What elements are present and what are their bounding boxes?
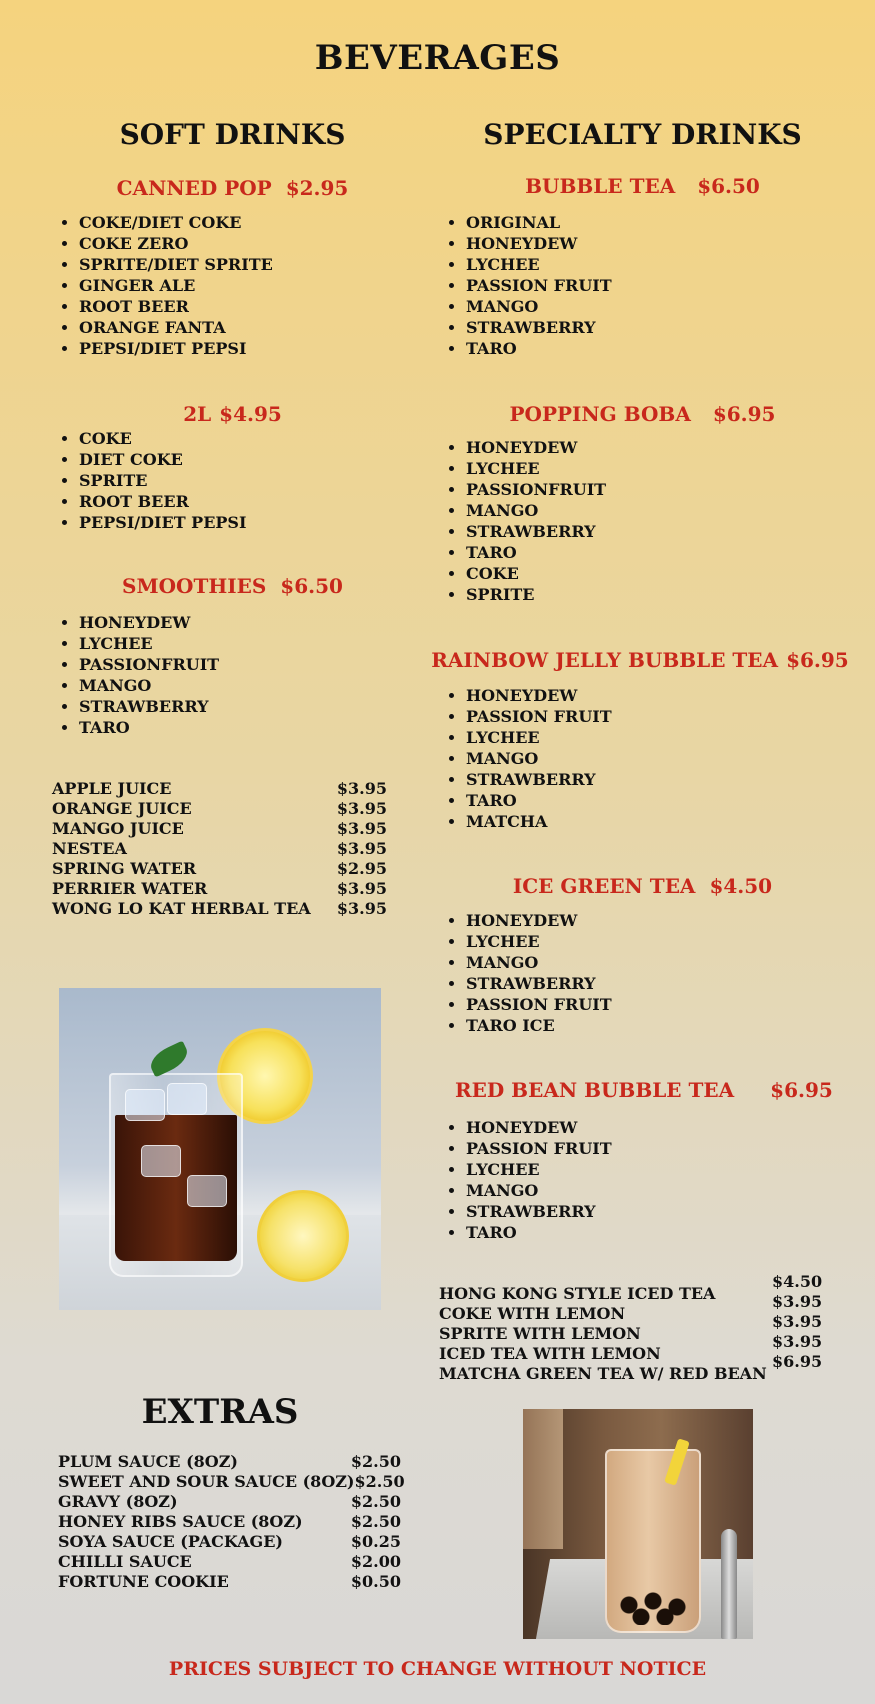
red-bean-name: RED BEAN BUBBLE TEA	[455, 1078, 735, 1102]
canned-pop-name: CANNED POP	[116, 176, 272, 200]
popping-boba-price: $6.95	[712, 402, 776, 426]
list-item	[58, 1472, 405, 1492]
list-item: • LYCHEE	[79, 633, 219, 654]
item-name: NESTEA	[52, 839, 127, 858]
list-item: • SPRITE/DIET SPRITE	[79, 254, 273, 275]
rainbow-jelly-price: $6.95	[786, 648, 849, 672]
list-item: • LYCHEE	[466, 458, 606, 479]
item-name: SOYA SAUCE (PACKAGE)	[58, 1532, 283, 1551]
extras-list	[58, 1452, 405, 1592]
item-name: CHILLI SAUCE	[58, 1552, 192, 1571]
list-item: • HONEYDEW	[79, 612, 219, 633]
mint-leaf	[146, 1041, 192, 1078]
list-item	[58, 1552, 401, 1572]
list-item: • COKE/DIET COKE	[79, 212, 273, 233]
bubble-tea-list	[440, 212, 612, 359]
milk-tea-cup	[605, 1449, 701, 1633]
list-item: • LYCHEE	[466, 727, 612, 748]
item-price: $6.95	[772, 1352, 823, 1371]
two-litre-name: 2L	[183, 402, 212, 426]
item-price: $3.95	[336, 799, 387, 818]
list-item: • MANGO	[466, 1180, 612, 1201]
list-item: • ORANGE FANTA	[79, 317, 273, 338]
item-price: $2.50	[350, 1512, 401, 1531]
list-item: • SPRITE	[466, 584, 606, 605]
list-item: • COKE	[466, 563, 606, 584]
list-item: • HONEYDEW	[466, 1117, 612, 1138]
item-name: SPRITE WITH LEMON	[439, 1324, 641, 1343]
background-cup	[523, 1409, 563, 1549]
other-teas-prices	[772, 1272, 822, 1372]
page-title: BEVERAGES	[314, 38, 561, 78]
list-item: • TARO ICE	[466, 1015, 612, 1036]
list-item: • STRAWBERRY	[466, 769, 612, 790]
canned-pop-price: $2.95	[285, 176, 349, 200]
smoothies-heading	[60, 574, 405, 598]
item-name: ORANGE JUICE	[52, 799, 192, 818]
ice-cube	[141, 1145, 181, 1177]
list-item: • DIET COKE	[79, 449, 246, 470]
bubble-tea-price: $6.50	[697, 174, 760, 198]
list-item: • HONEYDEW	[466, 437, 606, 458]
list-item: • MANGO	[466, 500, 606, 521]
lemon-half	[257, 1190, 349, 1282]
bubble-tea-photo	[523, 1409, 753, 1639]
juices-list	[52, 779, 387, 919]
item-name: MATCHA GREEN TEA W/ RED BEAN	[439, 1364, 767, 1383]
popping-boba-name: POPPING BOBA	[509, 402, 691, 426]
list-item	[52, 879, 387, 899]
list-item: • TARO	[466, 1222, 612, 1243]
list-item: • PEPSI/DIET PEPSI	[79, 338, 273, 359]
tapioca-pearls	[613, 1585, 693, 1625]
list-item: • PASSION FRUIT	[466, 994, 612, 1015]
item-name: SWEET AND SOUR SAUCE (8OZ)	[58, 1472, 355, 1491]
ice-green-tea-list	[440, 910, 612, 1036]
list-item: • TARO	[466, 338, 612, 359]
list-item: • PEPSI/DIET PEPSI	[79, 512, 246, 533]
list-item: • TARO	[79, 717, 219, 738]
smoothies-list	[53, 612, 219, 738]
list-item: • HONEYDEW	[466, 233, 612, 254]
item-price: $3.95	[772, 1332, 823, 1351]
list-item: • LYCHEE	[466, 931, 612, 952]
item-name: GRAVY (8OZ)	[58, 1492, 178, 1511]
item-price: $4.50	[772, 1272, 823, 1291]
list-item	[52, 899, 387, 919]
cola-drink-photo	[59, 988, 381, 1310]
list-item: • STRAWBERRY	[466, 1201, 612, 1222]
list-item: • GINGER ALE	[79, 275, 273, 296]
list-item: • LYCHEE	[466, 1159, 612, 1180]
item-name: HONEY RIBS SAUCE (8OZ)	[58, 1512, 303, 1531]
list-item: • PASSION FRUIT	[466, 1138, 612, 1159]
item-name: PERRIER WATER	[52, 879, 208, 898]
two-litre-heading	[60, 402, 405, 426]
red-bean-list	[440, 1117, 612, 1243]
ice-cube	[167, 1083, 207, 1115]
list-item: • STRAWBERRY	[466, 317, 612, 338]
list-item	[52, 799, 387, 819]
rainbow-jelly-name: RAINBOW JELLY BUBBLE TEA	[431, 648, 779, 672]
item-price: $2.50	[350, 1452, 401, 1471]
list-item: • MANGO	[79, 675, 219, 696]
spoon	[721, 1529, 737, 1639]
two-litre-list	[53, 428, 246, 533]
item-price: $3.95	[772, 1292, 823, 1311]
popping-boba-list	[440, 437, 606, 605]
item-name: SPRING WATER	[52, 859, 197, 878]
ice-cube	[187, 1175, 227, 1207]
popping-boba-heading	[455, 402, 830, 426]
list-item	[58, 1572, 401, 1592]
rainbow-jelly-heading	[430, 648, 850, 672]
list-item	[58, 1532, 401, 1552]
item-name: WONG LO KAT HERBAL TEA	[52, 899, 311, 918]
item-price: $0.50	[350, 1572, 401, 1591]
list-item: • PASSIONFRUIT	[79, 654, 219, 675]
list-item: • PASSION FRUIT	[466, 275, 612, 296]
specialty-drinks-heading: SPECIALTY DRINKS	[483, 118, 802, 151]
list-item: • TARO	[466, 542, 606, 563]
list-item	[58, 1512, 401, 1532]
item-name: HONG KONG STYLE ICED TEA	[439, 1284, 716, 1303]
list-item: • LYCHEE	[466, 254, 612, 275]
item-price: $3.95	[772, 1312, 823, 1331]
item-price: $0.25	[350, 1532, 401, 1551]
item-price: $2.95	[336, 859, 387, 878]
list-item: • STRAWBERRY	[466, 973, 612, 994]
bubble-tea-heading	[455, 174, 830, 198]
ice-cube	[125, 1089, 165, 1121]
cola-glass	[109, 1073, 243, 1277]
list-item: • COKE ZERO	[79, 233, 273, 254]
ice-green-tea-price: $4.50	[709, 874, 773, 898]
list-item: • PASSIONFRUIT	[466, 479, 606, 500]
price-notice: PRICES SUBJECT TO CHANGE WITHOUT NOTICE	[168, 1658, 707, 1680]
list-item: • MANGO	[466, 952, 612, 973]
item-price: $2.00	[350, 1552, 401, 1571]
list-item: • SPRITE	[79, 470, 246, 491]
list-item: • ROOT BEER	[79, 296, 273, 317]
list-item: • STRAWBERRY	[79, 696, 219, 717]
list-item: • MANGO	[466, 296, 612, 317]
item-name: ICED TEA WITH LEMON	[439, 1344, 661, 1363]
rainbow-jelly-list	[440, 685, 612, 832]
item-name: COKE WITH LEMON	[439, 1304, 626, 1323]
list-item	[52, 839, 387, 859]
item-name: PLUM SAUCE (8OZ)	[58, 1452, 238, 1471]
list-item: • TARO	[466, 790, 612, 811]
item-name: FORTUNE COOKIE	[58, 1572, 229, 1591]
item-price: $2.50	[350, 1492, 401, 1511]
soft-drinks-heading: SOFT DRINKS	[119, 118, 346, 151]
ice-green-tea-name: ICE GREEN TEA	[512, 874, 696, 898]
red-bean-heading	[455, 1078, 833, 1102]
list-item: • MATCHA	[466, 811, 612, 832]
item-price: $3.95	[336, 879, 387, 898]
red-bean-price: $6.95	[770, 1078, 833, 1102]
list-item	[52, 819, 387, 839]
list-item	[58, 1452, 401, 1472]
canned-pop-list	[53, 212, 273, 359]
bubble-tea-name: BUBBLE TEA	[525, 174, 676, 198]
smoothies-price: $6.50	[280, 574, 343, 598]
ice-green-tea-heading	[455, 874, 830, 898]
item-price: $3.95	[336, 899, 387, 918]
extras-heading: EXTRAS	[141, 1392, 299, 1432]
list-item: • COKE	[79, 428, 246, 449]
list-item: • ORIGINAL	[466, 212, 612, 233]
list-item: • HONEYDEW	[466, 685, 612, 706]
list-item	[52, 779, 387, 799]
item-price: $3.95	[336, 819, 387, 838]
two-litre-price: $4.95	[219, 402, 282, 426]
item-name: APPLE JUICE	[52, 779, 172, 798]
item-price: $3.95	[336, 839, 387, 858]
list-item	[58, 1492, 401, 1512]
item-price: $2.50	[354, 1472, 405, 1491]
list-item: • HONEYDEW	[466, 910, 612, 931]
list-item: • PASSION FRUIT	[466, 706, 612, 727]
list-item: • MANGO	[466, 748, 612, 769]
list-item	[52, 859, 387, 879]
canned-pop-heading	[60, 176, 405, 200]
other-teas-names	[439, 1284, 767, 1384]
list-item: • STRAWBERRY	[466, 521, 606, 542]
item-name: MANGO JUICE	[52, 819, 184, 838]
item-price: $3.95	[336, 779, 387, 798]
smoothies-name: SMOOTHIES	[122, 574, 267, 598]
list-item: • ROOT BEER	[79, 491, 246, 512]
